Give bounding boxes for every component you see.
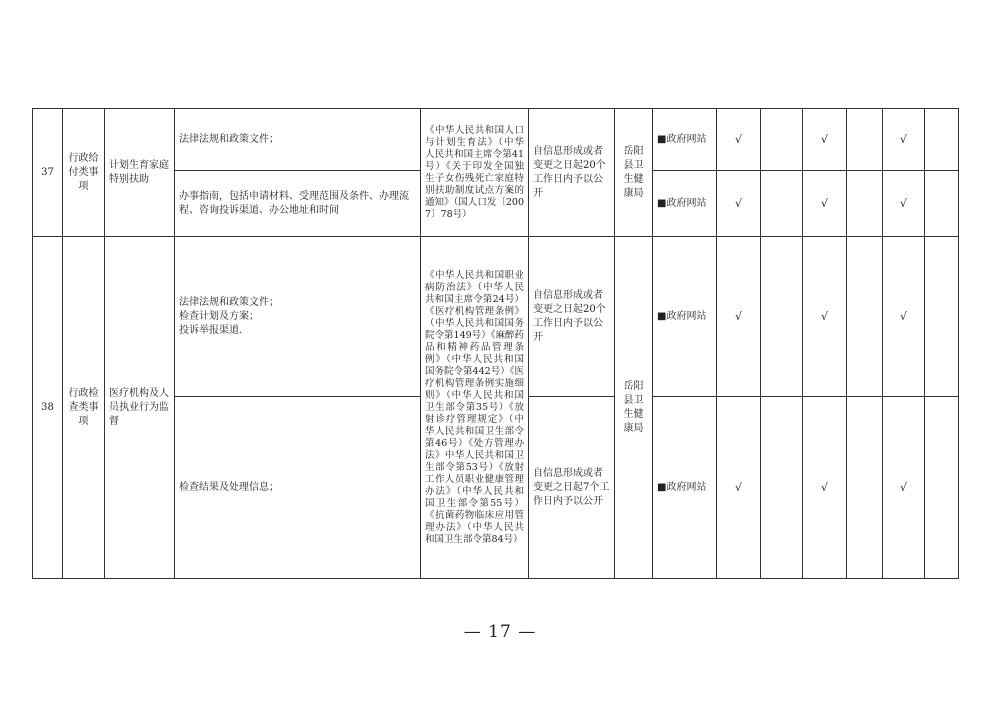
time-limit-cell: 自信息形成或者变更之日起20个工作日内予以公开 xyxy=(529,109,615,237)
table-row xyxy=(33,109,959,171)
check-cell xyxy=(925,237,959,397)
category-cell: 行政给付类事项 xyxy=(63,109,105,237)
check-cell: √ xyxy=(717,397,761,579)
row-number: 37 xyxy=(33,109,63,237)
check-cell xyxy=(847,171,883,237)
check-cell xyxy=(925,397,959,579)
basis-cell: 《中华人民共和国职业病防治法》（中华人民共和国主席令第24号）《医疗机构管理条例》（中华人民共和国国务院令第149号）《麻醉药品和精神药品管理条例》（中华人民共和国国务院令第442号）《医疗机构管理条例实施细则》（中华人民共和国卫生部令第35号）《放射诊疗管理规定》（中华人民共和国卫生部令第46号）《处方管理办法》中华人民共和国卫生部令第53号）《放射工作人员职业健康管理办法》（中华人民共和国卫生部令第55号）《抗菌药物临床应用管理办法》（中华人民共和国卫生部令第84号） xyxy=(421,237,529,579)
channel-cell: ■政府网站 xyxy=(653,171,717,237)
item-cell: 计划生育家庭特别扶助 xyxy=(105,109,175,237)
category-cell: 行政检查类事项 xyxy=(63,237,105,579)
agency-cell: 岳阳县卫生健康局 xyxy=(615,109,653,237)
channel-cell: ■政府网站 xyxy=(653,397,717,579)
page-number: — 17 — xyxy=(463,622,537,642)
agency-cell: 岳阳县卫生健康局 xyxy=(615,237,653,579)
channel-cell: ■政府网站 xyxy=(653,237,717,397)
check-cell xyxy=(847,109,883,171)
content-line: 检查计划及方案； xyxy=(179,310,259,322)
check-cell: √ xyxy=(803,109,847,171)
item-cell: 医疗机构及人员执业行为监督 xyxy=(105,237,175,579)
basis-cell: 《中华人民共和国人口与计划生育法》（中华人民共和国主席令第41号）《关于印发全国独生子女伤残死亡家庭特别扶助制度试点方案的通知》（国人口发〔2007〕78号） xyxy=(421,109,529,237)
table-row xyxy=(33,237,959,397)
check-cell: √ xyxy=(717,171,761,237)
content-cell: 办事指南，包括申请材料、受理范围及条件、办理流程、咨询投诉渠道、办公地址和时间 xyxy=(175,171,421,237)
check-cell xyxy=(847,237,883,397)
check-cell: √ xyxy=(717,237,761,397)
check-cell xyxy=(761,109,803,171)
content-cell: 检查结果及处理信息； xyxy=(175,397,421,579)
content-cell: 法律法规和政策文件； xyxy=(175,109,421,171)
check-cell xyxy=(847,397,883,579)
check-cell xyxy=(761,237,803,397)
check-cell xyxy=(925,171,959,237)
check-cell: √ xyxy=(883,237,925,397)
check-cell: √ xyxy=(803,397,847,579)
content-line: 投诉举报渠道. xyxy=(179,324,243,336)
check-cell xyxy=(925,109,959,171)
check-cell: √ xyxy=(717,109,761,171)
check-cell: √ xyxy=(883,109,925,171)
check-cell: √ xyxy=(803,237,847,397)
check-cell xyxy=(761,171,803,237)
row-number: 38 xyxy=(33,237,63,579)
check-cell: √ xyxy=(883,397,925,579)
content-cell xyxy=(175,237,421,397)
check-cell: √ xyxy=(883,171,925,237)
check-cell: √ xyxy=(803,171,847,237)
time-limit-cell: 自信息形成或者变更之日起7个工作日内予以公开 xyxy=(529,397,615,579)
channel-cell: ■政府网站 xyxy=(653,109,717,171)
disclosure-table xyxy=(32,108,959,579)
check-cell xyxy=(761,397,803,579)
content-line: 法律法规和政策文件； xyxy=(179,296,279,308)
time-limit-cell: 自信息形成或者变更之日起20个工作日内予以公开 xyxy=(529,237,615,397)
